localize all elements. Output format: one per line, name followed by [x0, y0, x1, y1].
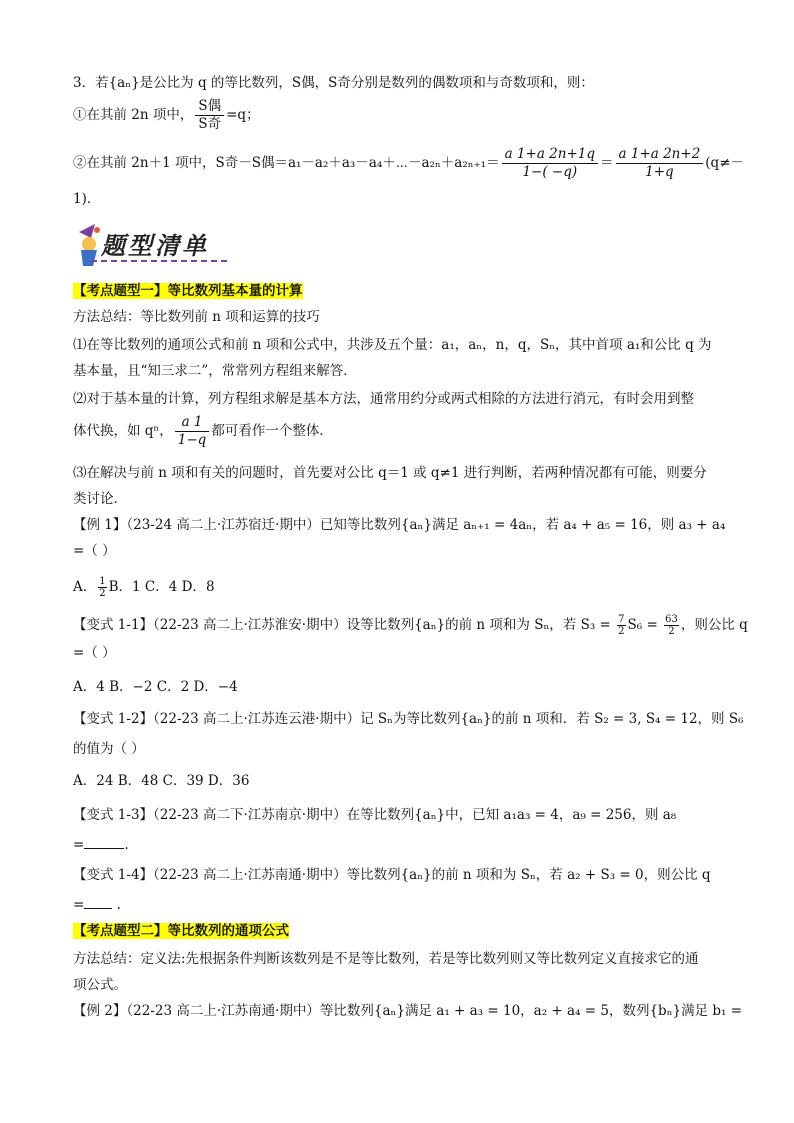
v11-frac-1	[617, 614, 625, 637]
ex2-line1: 【例 2】（22-23 高二上·江苏南通·期中）等比数列{aₙ}满足 a₁ + a₃ = 10，a₂ + a₄ = 5，数列{bₙ}满足 b₁ =	[73, 1003, 743, 1019]
m2b-numerator: a 1	[175, 414, 210, 432]
section-banner	[73, 222, 233, 268]
p2-f2-denominator: 1+q	[645, 164, 674, 180]
type1-method: 方法总结：等比数列前 n 项和运算的技巧	[73, 309, 320, 325]
p1-numerator: S偶	[195, 98, 224, 116]
sec3-point2	[73, 146, 744, 181]
type1-m3b: 类讨论．	[73, 491, 127, 507]
v13-answer-blank[interactable]	[84, 848, 124, 849]
ex1-line2: =（ ）	[73, 543, 116, 559]
type2-method-a: 方法总结：定义法:先根据条件判断该数列是不是等比数列，若是等比数列则又等比数列定义直接求它的通	[73, 951, 699, 967]
sec3-point2-cont: 1)．	[73, 191, 101, 207]
p2-suffix: (q≠－	[705, 155, 745, 171]
m2b-fraction	[175, 414, 210, 449]
p2-f1-numerator: a 1+a 2n+1q	[502, 146, 598, 164]
v14-line1: 【变式 1-4】（22-23 高二上·江苏南通·期中）等比数列{aₙ}的前 n 项和为 Sₙ，若 a₂ + S₃ = 0，则公比 q	[73, 867, 711, 883]
v11-part-c: ，则公比 q	[680, 617, 748, 633]
v11-line2: =（ ）	[73, 645, 116, 661]
v11-f1-num: 7	[618, 614, 625, 625]
p1-denominator: S奇	[198, 116, 222, 132]
p1-suffix: =q；	[226, 107, 260, 123]
p2-f2-numerator: a 1+a 2n+2	[616, 146, 704, 164]
type1-m2a: ⑵对于基本量的计算，列方程组求解是基本方法，通常用约分或两式相除的方法进行消元，有时会用到整	[73, 391, 694, 407]
v11-options: A．4 B．−2 C．2 D．−4	[73, 679, 238, 695]
m2b-suffix: 都可看作一个整体．	[211, 423, 333, 439]
ex1-opt-a-num: 1	[99, 576, 106, 587]
sec3-point1	[73, 98, 260, 133]
v11-f2-num: 63	[665, 614, 678, 625]
v13-eq: =	[73, 837, 85, 853]
v14-eq: =	[73, 897, 85, 913]
v12-line1: 【变式 1-2】（22-23 高二上·江苏连云港·期中）记 Sₙ为等比数列{aₙ}的前 n 项和．若 S₂ = 3, S₄ = 12，则 S₆	[73, 711, 744, 727]
m2b-prefix: 体代换，如 qⁿ，	[73, 423, 173, 439]
v13-line2	[73, 836, 129, 854]
v11-frac-2	[664, 614, 679, 637]
p2-f1-denominator: 1−( −q)	[522, 164, 578, 180]
p1-fraction	[195, 98, 224, 133]
v11-part-b: S₆ =	[627, 617, 663, 633]
type2-method-b: 项公式。	[73, 977, 127, 993]
ex1-opt-a-prefix: A．	[73, 579, 97, 595]
type1-m1a: ⑴在等比数列的通项公式和前 n 项和公式中，共涉及五个量：a₁，aₙ，n，q，Sₙ，其中首项 a₁和公比 q 为	[73, 337, 712, 353]
type1-m3a: ⑶在解决与前 n 项和有关的问题时，首先要对公比 q＝1 或 q≠1 进行判断，若两种情况都有可能，则要分	[73, 465, 707, 481]
v14-period: .	[112, 897, 121, 913]
banner-rule	[91, 260, 227, 262]
v13-line1: 【变式 1-3】（22-23 高二下·江苏南京·期中）在等比数列{aₙ}中，已知 a₁a₃ = 4，a₉ = 256，则 a₈	[73, 807, 677, 823]
v11-f1-den: 2	[618, 626, 625, 637]
m2b-denominator: 1−q	[177, 432, 207, 448]
ex1-options	[73, 576, 215, 599]
v12-options: A．24 B．48 C．39 D．36	[73, 773, 250, 789]
p1-prefix: ①在其前 2n 项中，	[73, 107, 194, 123]
ex1-opt-a-fraction	[98, 576, 106, 599]
v14-answer-blank[interactable]	[84, 908, 112, 909]
v11-part-a: 【变式 1-1】（22-23 高二上·江苏淮安·期中）设等比数列{aₙ}的前 n 项和为 Sₙ，若 S₃ =	[73, 617, 616, 633]
p2-fraction-1	[502, 146, 598, 181]
ex1-opt-rest: B．1 C．4 D．8	[108, 579, 215, 595]
ex1-line1: 【例 1】（23-24 高二上·江苏宿迁·期中）已知等比数列{aₙ}满足 aₙ₊₁ = 4aₙ，若 a₄ + a₅ = 16，则 a₃ + a₄	[73, 517, 726, 533]
v11-f2-den: 2	[668, 626, 675, 637]
type1-heading-text: 【考点题型一】等比数列基本量的计算	[73, 283, 303, 299]
type1-m1b: 基本量，且“知三求二”，常常列方程组来解答．	[73, 363, 357, 379]
p2-prefix: ②在其前 2n＋1 项中，S奇－S偶＝a₁－a₂＋a₃－a₄＋⋯－a₂ₙ＋a₂ₙ₊₁＝	[73, 155, 500, 171]
type2-heading-text: 【考点题型二】等比数列的通项公式	[73, 923, 289, 939]
v11-line1	[73, 614, 748, 637]
type2-heading	[73, 922, 289, 940]
v13-period: .	[124, 837, 129, 853]
v14-line2	[73, 896, 121, 914]
type1-heading	[73, 282, 303, 300]
ex1-opt-a-den: 2	[99, 588, 106, 599]
v12-line2: 的值为（ ）	[73, 741, 145, 757]
p2-mid: ＝	[600, 155, 614, 171]
banner-title: 题型清单	[101, 231, 209, 260]
type1-m2b	[73, 414, 333, 449]
sec3-intro: 3．若{aₙ}是公比为 q 的等比数列，S偶，S奇分别是数列的偶数项和与奇数项和，则：	[73, 75, 594, 91]
p2-fraction-2	[616, 146, 704, 181]
